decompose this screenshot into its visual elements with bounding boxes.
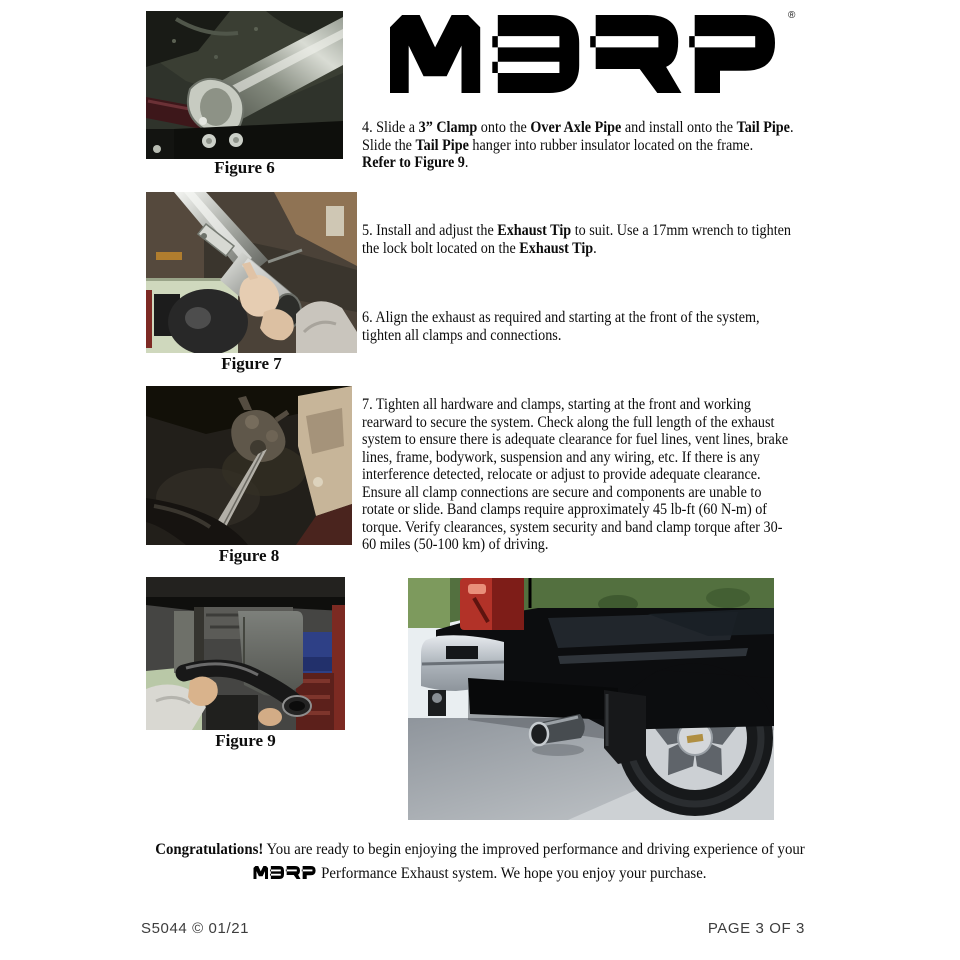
figure-7-photo: [146, 192, 357, 353]
mbrp-inline-logo: [253, 866, 317, 879]
step-7-text: 7. Tighten all hardware and clamps, starting at the front and working rearward to secure the system. Check along the full length of the exhaust system to ensure there is adequate clearance for fuel lines, vent lines, brake lines, frame, bodywork, suspension and any wiring, etc. If there is any interference detected, relocate or adjust to provide adequate clearance. Ensure all clamp connections are secure and components are unable to rotate or slide. Band clamps require approximately 45 lb-ft (60 N-m) of torque. Verify clearances, system security and band clamp torque after 30- 60 miles (50-100 km) of driving.: [362, 396, 789, 553]
step-4-text: 4. Slide a 3” Clamp onto the Over Axle Pipe and install onto the Tail Pipe. Slide the Tail Pipe hanger into rubber insulator located on the frame. Refer to Figure 9.: [362, 119, 794, 171]
step-6-text: 6. Align the exhaust as required and starting at the front of the system, tighten all clamps and connections.: [362, 309, 760, 344]
figure-9-caption: Figure 9: [215, 731, 276, 750]
page-number: PAGE 3 OF 3: [707, 920, 805, 937]
congratulations-text: [104, 838, 856, 886]
figure-7-caption: Figure 7: [221, 354, 282, 373]
congratulations-line2: [104, 862, 856, 886]
registered-trademark-mark: ®: [788, 10, 796, 21]
congratulations-line2-text: Performance Exhaust system. We hope you enjoy your purchase.: [321, 865, 707, 882]
congratulations-line1: Congratulations! You are ready to begin enjoying the improved performance and driving experience of your: [155, 841, 805, 858]
figure-6-photo: [146, 11, 343, 159]
step-5-text: 5. Install and adjust the Exhaust Tip to suit. Use a 17mm wrench to tighten the lock bolt located on the Exhaust Tip.: [362, 222, 791, 257]
result-truck-photo: [408, 578, 774, 820]
figure-8-caption: Figure 8: [218, 546, 280, 565]
figure-8-photo: [146, 386, 352, 545]
mbrp-logo: [390, 15, 786, 93]
figure-9-photo: [146, 577, 345, 730]
figure-6-caption: Figure 6: [214, 158, 275, 177]
document-code: S5044 © 01/21: [141, 920, 250, 937]
